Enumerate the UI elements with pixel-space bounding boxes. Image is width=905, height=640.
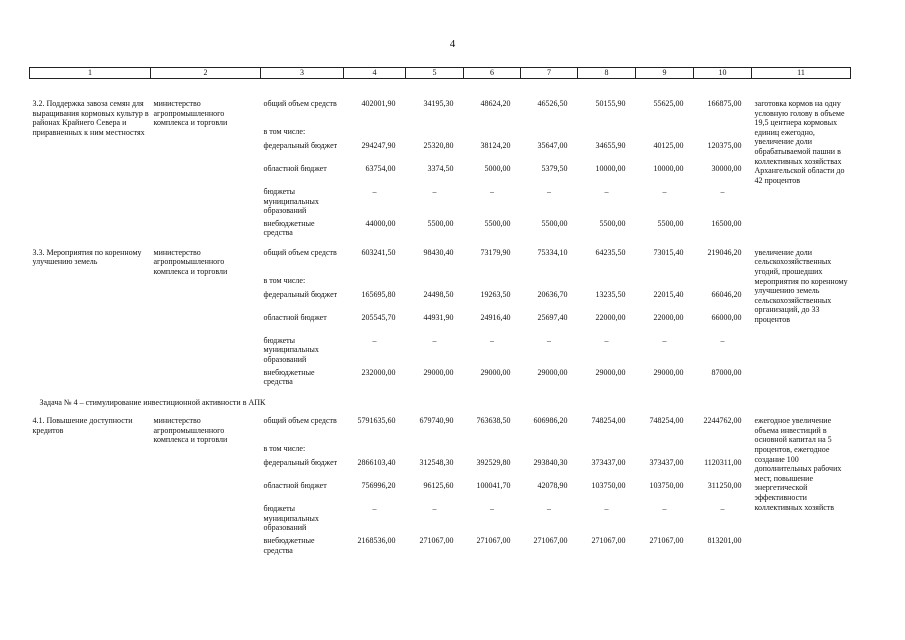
amount-cell: – xyxy=(720,335,725,345)
amount-cell: 165695,80 xyxy=(361,289,396,299)
amount-cell: 373437,00 xyxy=(591,458,626,468)
amount-cell xyxy=(636,124,694,138)
executor: министерство агропромышленного комплекса и торговли xyxy=(153,99,228,128)
amount-cell xyxy=(344,273,406,287)
amount-cell: – xyxy=(662,504,667,514)
amount-cell xyxy=(464,441,521,455)
amount-cell xyxy=(521,124,578,138)
amount-cell: – xyxy=(490,504,494,514)
amount-cell: 22000,00 xyxy=(595,312,626,322)
column-header: 11 xyxy=(752,68,851,79)
funding-source: бюджеты муниципальных образований xyxy=(263,504,319,533)
amount-cell: 5791635,60 xyxy=(357,416,396,426)
amount-cell: – xyxy=(432,504,437,514)
amount-cell: 402001,90 xyxy=(361,99,396,108)
amount-cell: 271067,00 xyxy=(476,535,511,545)
measure-name: 3.3. Мероприятия по коренному улучшению земель xyxy=(32,247,142,267)
amount-cell: 1120311,00 xyxy=(704,458,742,468)
funding-source: общий объем средств xyxy=(263,247,337,257)
amount-cell: 5500,00 xyxy=(484,218,511,228)
amount-cell: 25320,80 xyxy=(423,141,454,150)
funding-source: бюджеты муниципальных образований xyxy=(263,187,319,216)
amount-cell: 30000,00 xyxy=(711,164,742,173)
amount-cell: 24498,50 xyxy=(423,289,454,299)
amount-cell: – xyxy=(372,504,377,514)
amount-cell: – xyxy=(662,187,667,196)
amount-cell xyxy=(521,441,578,455)
expected-result: заготовка кормов на одну условную голову в объеме 19,5 центнера кормовых единиц ежегодно, увеличение доли обрабатываемой пашни в коллективных хозяйствах Архангельской области до 42 процентов xyxy=(754,99,845,185)
amount-cell xyxy=(636,273,694,287)
column-header: 5 xyxy=(406,68,464,79)
amount-cell: 50155,90 xyxy=(595,99,626,108)
amount-cell: 5500,00 xyxy=(427,218,454,228)
amount-cell: – xyxy=(490,335,494,345)
amount-cell: 24916,40 xyxy=(480,312,511,322)
funding-source: общий объем средств xyxy=(263,99,337,108)
amount-cell xyxy=(464,273,521,287)
amount-cell xyxy=(694,273,752,287)
funding-source: бюджеты муниципальных образований xyxy=(263,335,319,364)
amount-cell: 46526,50 xyxy=(537,99,568,108)
funding-source: федеральный бюджет xyxy=(263,458,338,468)
amount-cell xyxy=(578,124,636,138)
amount-cell: – xyxy=(432,187,437,196)
amount-cell: – xyxy=(604,504,609,514)
amount-cell: 219046,20 xyxy=(707,247,742,257)
funding-source: в том числе: xyxy=(263,275,306,285)
amount-cell xyxy=(578,273,636,287)
amount-cell: 271067,00 xyxy=(591,535,626,545)
funding-source: областной бюджет xyxy=(263,312,327,322)
funding-source: общий объем средств xyxy=(263,416,337,426)
column-header: 3 xyxy=(261,68,344,79)
amount-cell: 120375,00 xyxy=(707,141,742,150)
amount-cell xyxy=(406,124,464,138)
amount-cell: 311250,00 xyxy=(707,481,742,491)
amount-cell: 29000,00 xyxy=(653,367,684,377)
executor: министерство агропромышленного комплекса и торговли xyxy=(153,416,228,445)
amount-cell: 748254,00 xyxy=(591,416,626,426)
amount-cell: 34655,90 xyxy=(595,141,626,150)
amount-cell: 63754,00 xyxy=(365,164,396,173)
amount-cell: 34195,30 xyxy=(423,99,454,108)
amount-cell: 100041,70 xyxy=(476,481,511,491)
funding-source: внебюджетные средства xyxy=(263,218,315,238)
funding-source: внебюджетные средства xyxy=(263,367,315,387)
amount-cell: – xyxy=(662,335,667,345)
amount-cell: – xyxy=(490,187,494,196)
amount-cell: 756996,20 xyxy=(361,481,396,491)
amount-cell: 232000,00 xyxy=(361,367,396,377)
task-heading: Задача № 4 – стимулирование инвестиционной активности в АПК xyxy=(39,397,266,407)
amount-cell: – xyxy=(604,335,609,345)
amount-cell: – xyxy=(432,335,437,345)
amount-cell: – xyxy=(720,504,725,514)
expected-result: увеличение доли сельскохозяйственных угодий, прошедших мероприятия по коренному улучшению земель сельскохозяйственных организаций, до 33 процентов xyxy=(754,247,848,324)
amount-cell: 2168536,00 xyxy=(357,535,396,545)
amount-cell: 42078,90 xyxy=(537,481,568,491)
amount-cell: 73179,90 xyxy=(480,247,511,257)
amount-cell: 293840,30 xyxy=(533,458,568,468)
amount-cell: 22015,40 xyxy=(653,289,684,299)
amount-cell: 5500,00 xyxy=(657,218,684,228)
column-header: 7 xyxy=(521,68,578,79)
amount-cell: – xyxy=(372,335,377,345)
amount-cell: 294247,90 xyxy=(361,141,396,150)
amount-cell: – xyxy=(604,187,609,196)
amount-cell: 73015,40 xyxy=(653,247,684,257)
amount-cell: 166875,00 xyxy=(707,99,742,108)
amount-cell: 748254,00 xyxy=(649,416,684,426)
amount-cell: 392529,80 xyxy=(476,458,511,468)
amount-cell: 16500,00 xyxy=(711,218,742,228)
amount-cell: – xyxy=(372,187,377,196)
amount-cell: 48624,20 xyxy=(480,99,511,108)
amount-cell: 64235,50 xyxy=(595,247,626,257)
amount-cell: – xyxy=(547,187,551,196)
amount-cell: 25697,40 xyxy=(537,312,568,322)
amount-cell: 312548,30 xyxy=(419,458,454,468)
page-number: 4 xyxy=(449,38,456,50)
amount-cell xyxy=(636,441,694,455)
amount-cell xyxy=(694,441,752,455)
program-table xyxy=(29,67,851,556)
amount-cell: 55625,00 xyxy=(653,99,684,108)
funding-source: в том числе: xyxy=(263,444,306,454)
amount-cell: 271067,00 xyxy=(419,535,454,545)
expected-result: ежегодное увеличение объема инвестиций в основной капитал на 5 процентов, ежегодное создание 100 дополнительных рабочих мест, повышение энергетической эффективности коллективных хозяйств xyxy=(754,416,842,512)
measure-name: 3.2. Поддержка завоза семян для выращивания кормовых культур в районах Крайнего Севера и приравненных к ним местностях xyxy=(32,99,149,137)
amount-cell: 29000,00 xyxy=(423,367,454,377)
amount-cell: 87000,00 xyxy=(711,367,742,377)
column-header: 1 xyxy=(30,68,151,79)
column-header: 4 xyxy=(344,68,406,79)
executor: министерство агропромышленного комплекса и торговли xyxy=(153,247,228,276)
amount-cell: 603241,50 xyxy=(361,247,396,257)
amount-cell xyxy=(521,273,578,287)
amount-cell: 373437,00 xyxy=(649,458,684,468)
amount-cell: 66000,00 xyxy=(711,312,742,322)
amount-cell: 5500,00 xyxy=(599,218,626,228)
amount-cell: 19263,50 xyxy=(480,289,511,299)
amount-cell: 2244762,00 xyxy=(703,416,742,426)
funding-source: в том числе: xyxy=(263,127,306,136)
amount-cell: 5379,50 xyxy=(541,164,568,173)
amount-cell: 3374,50 xyxy=(427,164,454,173)
table-row xyxy=(30,79,851,125)
amount-cell xyxy=(694,124,752,138)
amount-cell: 38124,20 xyxy=(480,141,511,150)
task-heading-row xyxy=(30,388,851,408)
column-header: 9 xyxy=(636,68,694,79)
column-header: 8 xyxy=(578,68,636,79)
amount-cell xyxy=(406,273,464,287)
amount-cell: 75334,10 xyxy=(537,247,568,257)
amount-cell xyxy=(406,441,464,455)
amount-cell: 44000,00 xyxy=(365,218,396,228)
column-header: 10 xyxy=(694,68,752,79)
table-row xyxy=(30,239,851,273)
amount-cell: 103750,00 xyxy=(591,481,626,491)
amount-cell: 10000,00 xyxy=(595,164,626,173)
amount-cell: 271067,00 xyxy=(533,535,568,545)
amount-cell: 271067,00 xyxy=(649,535,684,545)
amount-cell: 44931,90 xyxy=(423,312,454,322)
funding-source: областной бюджет xyxy=(263,164,327,173)
funding-source: федеральный бюджет xyxy=(263,289,338,299)
amount-cell xyxy=(344,124,406,138)
amount-cell: 13235,50 xyxy=(595,289,626,299)
measure-name: 4.1. Повышение доступности кредитов xyxy=(32,416,133,435)
amount-cell: 813201,00 xyxy=(707,535,742,545)
amount-cell: 763638,50 xyxy=(476,416,511,426)
amount-cell: 29000,00 xyxy=(537,367,568,377)
amount-cell: 29000,00 xyxy=(595,367,626,377)
amount-cell: 5500,00 xyxy=(541,218,568,228)
amount-cell: 96125,60 xyxy=(423,481,454,491)
amount-cell: 20636,70 xyxy=(537,289,568,299)
amount-cell: – xyxy=(547,335,551,345)
amount-cell: 679740,90 xyxy=(419,416,454,426)
amount-cell: – xyxy=(547,504,551,514)
funding-source: областной бюджет xyxy=(263,481,327,491)
column-header: 2 xyxy=(151,68,261,79)
amount-cell: 66046,20 xyxy=(711,289,742,299)
column-number-row xyxy=(30,68,851,79)
funding-source: внебюджетные средства xyxy=(263,535,315,555)
amount-cell: 35647,00 xyxy=(537,141,568,150)
amount-cell xyxy=(578,441,636,455)
amount-cell: 205545,70 xyxy=(361,312,396,322)
amount-cell: 10000,00 xyxy=(653,164,684,173)
amount-cell: 40125,00 xyxy=(653,141,684,150)
funding-source: федеральный бюджет xyxy=(263,141,338,150)
amount-cell: 98430,40 xyxy=(423,247,454,257)
column-header: 6 xyxy=(464,68,521,79)
amount-cell: 22000,00 xyxy=(653,312,684,322)
amount-cell: – xyxy=(720,187,725,196)
table-row xyxy=(30,407,851,441)
amount-cell: 606986,20 xyxy=(533,416,568,426)
amount-cell: 2866103,40 xyxy=(357,458,396,468)
amount-cell xyxy=(464,124,521,138)
amount-cell: 103750,00 xyxy=(649,481,684,491)
amount-cell xyxy=(344,441,406,455)
amount-cell: 29000,00 xyxy=(480,367,511,377)
amount-cell: 5000,00 xyxy=(484,164,511,173)
